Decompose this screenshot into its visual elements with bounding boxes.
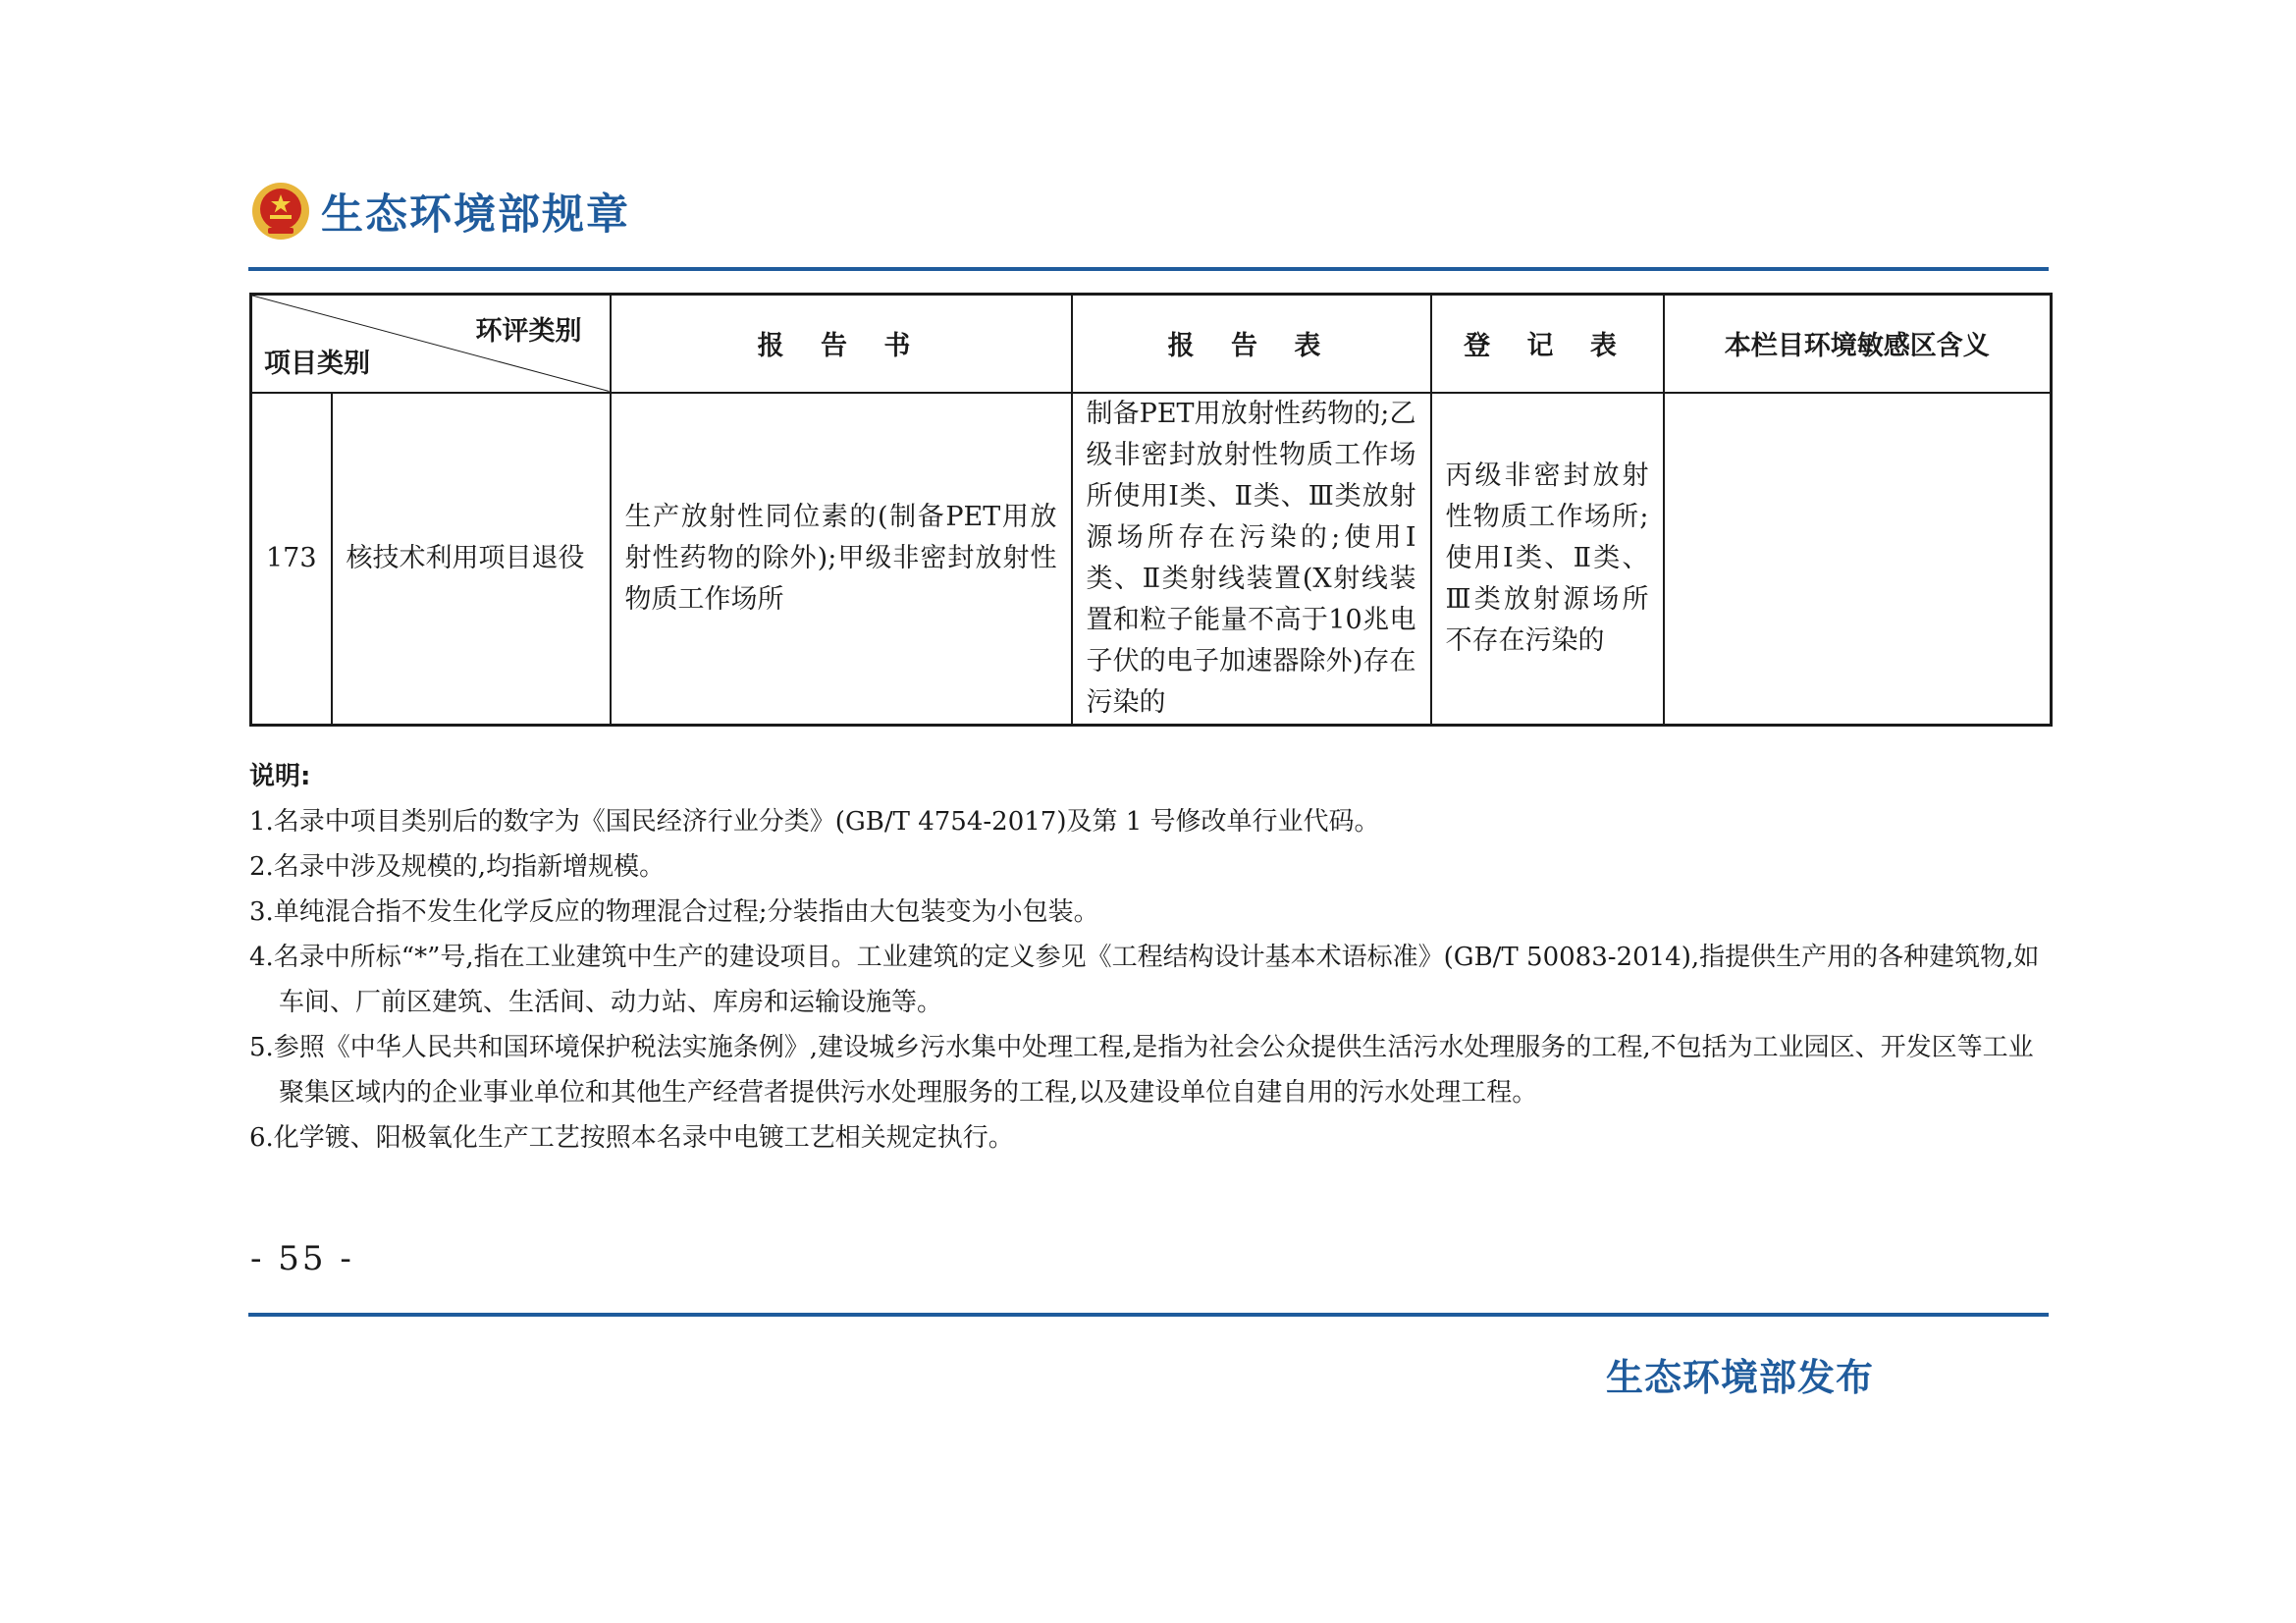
page-number: - 55 - — [250, 1239, 354, 1278]
header-title: 生态环境部规章 — [321, 189, 630, 240]
page-header — [250, 177, 630, 245]
corner-bottom-label: 项目类别 — [264, 348, 370, 379]
row-number: 173 — [251, 393, 332, 726]
header-divider — [248, 267, 2049, 271]
national-emblem-icon — [250, 181, 311, 242]
note-item: 3.单纯混合指不发生化学反应的物理混合过程;分装指由大包装变为小包装。 — [249, 897, 1099, 927]
registration-cell: 丙级非密封放射性物质工作场所;使用Ⅰ类、Ⅱ类、Ⅲ类放射源场所不存在污染的 — [1431, 393, 1664, 726]
corner-top-label: 环评类别 — [475, 316, 582, 347]
column-header-report-form: 报 告 表 — [1072, 295, 1431, 393]
note-item: 5.参照《中华人民共和国环境保护税法实施条例》,建设城乡污水集中处理工程,是指为社会公众提供生活污水处理服务的工程,不包括为工业园区、开发区等工业聚集区域内的企业事业单位和其他生产经营者提供污水处理服务的工程,以及建设单位自建自用的污水处理工程。 — [249, 1033, 2034, 1108]
footer-publisher: 生态环境部发布 — [1606, 1356, 1875, 1399]
note-item: 6.化学镀、阳极氧化生产工艺按照本名录中电镀工艺相关规定执行。 — [249, 1123, 1014, 1153]
report-book-cell: 生产放射性同位素的(制备PET用放射性药物的除外);甲级非密封放射性物质工作场所 — [611, 393, 1072, 726]
table-header-row — [251, 295, 2052, 393]
note-item: 2.名录中涉及规模的,均指新增规模。 — [249, 852, 666, 882]
corner-header-cell — [251, 295, 611, 393]
column-header-registration: 登 记 表 — [1431, 295, 1664, 393]
sensitive-area-cell — [1664, 393, 2052, 726]
note-item: 4.名录中所标“*”号,指在工业建筑中生产的建设项目。工业建筑的定义参见《工程结构设计基本术语标准》(GB/T 50083-2014),指提供生产用的各种建筑物,如车间、厂前区建筑、生活间、动力站、库房和运输设施等。 — [249, 943, 2040, 1017]
notes-section — [249, 754, 2056, 1161]
report-form-cell: 制备PET用放射性药物的;乙级非密封放射性物质工作场所使用Ⅰ类、Ⅱ类、Ⅲ类放射源场所存在污染的;使用Ⅰ类、Ⅱ类射线装置(X射线装置和粒子能量不高于10兆电子伏的电子加速器除外)存在污染的 — [1072, 393, 1431, 726]
column-header-report-book: 报 告 书 — [611, 295, 1072, 393]
table-row — [251, 393, 2052, 726]
catalog-table — [249, 293, 2053, 727]
notes-title: 说明: — [249, 762, 311, 791]
note-item: 1.名录中项目类别后的数字为《国民经济行业分类》(GB/T 4754-2017)及第 1 号修改单行业代码。 — [249, 807, 1380, 837]
project-category: 核技术利用项目退役 — [332, 393, 611, 726]
footer-divider — [248, 1313, 2049, 1317]
column-header-sensitive-area: 本栏目环境敏感区含义 — [1664, 295, 2052, 393]
